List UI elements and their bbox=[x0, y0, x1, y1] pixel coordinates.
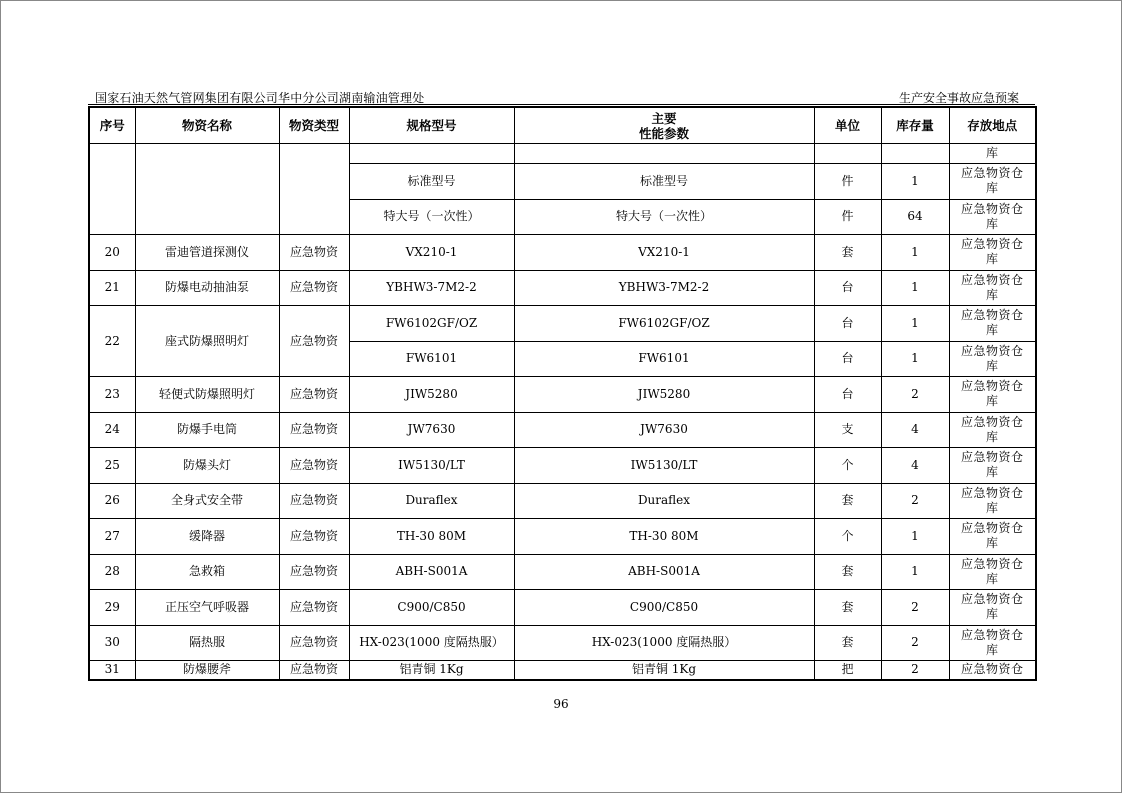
cell-location: 应急物资仓 bbox=[949, 661, 1036, 680]
cell-name: 轻便式防爆照明灯 bbox=[135, 377, 279, 413]
cell-unit: 套 bbox=[814, 235, 881, 271]
cell-seq bbox=[89, 144, 135, 235]
col-header-seq: 序号 bbox=[89, 107, 135, 144]
header-rule bbox=[88, 104, 1035, 105]
table-row bbox=[89, 625, 1036, 661]
cell-location: 应急物资仓 库 bbox=[949, 199, 1036, 235]
cell-params: FW6101 bbox=[514, 341, 814, 377]
cell-location: 应急物资仓 库 bbox=[949, 306, 1036, 342]
cell-unit: 把 bbox=[814, 661, 881, 680]
cell-unit: 套 bbox=[814, 554, 881, 590]
cell-location: 应急物资仓 库 bbox=[949, 483, 1036, 519]
cell-unit: 套 bbox=[814, 483, 881, 519]
cell-name: 缓降器 bbox=[135, 519, 279, 555]
col-header-model: 规格型号 bbox=[349, 107, 514, 144]
cell-location: 应急物资仓 库 bbox=[949, 412, 1036, 448]
cell-stock: 2 bbox=[881, 625, 949, 661]
col-header-type: 物资类型 bbox=[279, 107, 349, 144]
col-header-params-line2: 性能参数 bbox=[638, 125, 689, 141]
cell-params: IW5130/LT bbox=[514, 448, 814, 484]
cell-name: 急救箱 bbox=[135, 554, 279, 590]
col-header-params-line1: 主要 bbox=[651, 110, 677, 126]
cell-unit bbox=[814, 144, 881, 164]
header-organization: 国家石油天然气管网集团有限公司华中分公司湖南输油管理处 bbox=[95, 91, 425, 105]
cell-stock: 2 bbox=[881, 377, 949, 413]
cell-params: ABH-S001A bbox=[514, 554, 814, 590]
cell-seq: 31 bbox=[89, 661, 135, 680]
table-row bbox=[89, 377, 1036, 413]
inventory-table bbox=[88, 106, 1037, 681]
cell-model: VX210-1 bbox=[349, 235, 514, 271]
cell-stock: 1 bbox=[881, 164, 949, 200]
cell-params: 标准型号 bbox=[514, 164, 814, 200]
cell-location: 应急物资仓 库 bbox=[949, 235, 1036, 271]
cell-type bbox=[279, 144, 349, 235]
cell-stock: 1 bbox=[881, 519, 949, 555]
cell-model: C900/C850 bbox=[349, 590, 514, 626]
table-row bbox=[89, 270, 1036, 306]
cell-stock: 64 bbox=[881, 199, 949, 235]
cell-unit: 台 bbox=[814, 306, 881, 342]
cell-stock: 2 bbox=[881, 590, 949, 626]
cell-location: 应急物资仓 库 bbox=[949, 164, 1036, 200]
cell-seq: 30 bbox=[89, 625, 135, 661]
cell-stock: 4 bbox=[881, 412, 949, 448]
cell-unit: 件 bbox=[814, 199, 881, 235]
cell-params bbox=[514, 144, 814, 164]
cell-model: 特大号（一次性） bbox=[349, 199, 514, 235]
cell-name: 雷迪管道探测仪 bbox=[135, 235, 279, 271]
cell-location: 应急物资仓 库 bbox=[949, 519, 1036, 555]
col-header-params bbox=[514, 107, 814, 144]
cell-name: 正压空气呼吸器 bbox=[135, 590, 279, 626]
cell-type: 应急物资 bbox=[279, 661, 349, 680]
cell-stock: 1 bbox=[881, 554, 949, 590]
cell-stock bbox=[881, 144, 949, 164]
cell-stock: 4 bbox=[881, 448, 949, 484]
cell-seq: 24 bbox=[89, 412, 135, 448]
cell-params: TH-30 80M bbox=[514, 519, 814, 555]
table-row bbox=[89, 483, 1036, 519]
cell-type: 应急物资 bbox=[279, 377, 349, 413]
cell-type: 应急物资 bbox=[279, 483, 349, 519]
cell-model: ABH-S001A bbox=[349, 554, 514, 590]
cell-unit: 套 bbox=[814, 625, 881, 661]
cell-params: YBHW3-7M2-2 bbox=[514, 270, 814, 306]
cell-params: FW6102GF/OZ bbox=[514, 306, 814, 342]
table-row bbox=[89, 448, 1036, 484]
cell-stock: 1 bbox=[881, 235, 949, 271]
cell-model: JW7630 bbox=[349, 412, 514, 448]
cell-type: 应急物资 bbox=[279, 625, 349, 661]
table-row bbox=[89, 554, 1036, 590]
cell-unit: 台 bbox=[814, 341, 881, 377]
table-row bbox=[89, 661, 1036, 680]
cell-location: 应急物资仓 库 bbox=[949, 554, 1036, 590]
table-row-continuation-fragment bbox=[89, 144, 1036, 164]
cell-seq: 25 bbox=[89, 448, 135, 484]
col-header-unit: 单位 bbox=[814, 107, 881, 144]
cell-params: 特大号（一次性） bbox=[514, 199, 814, 235]
cell-seq: 22 bbox=[89, 306, 135, 377]
cell-stock: 2 bbox=[881, 661, 949, 680]
cell-type: 应急物资 bbox=[279, 270, 349, 306]
cell-params: HX-023(1000 度隔热服） bbox=[514, 625, 814, 661]
cell-params: 铝青铜 1Kg bbox=[514, 661, 814, 680]
cell-model: IW5130/LT bbox=[349, 448, 514, 484]
cell-seq: 28 bbox=[89, 554, 135, 590]
page-number: 96 bbox=[553, 697, 569, 711]
cell-unit: 套 bbox=[814, 590, 881, 626]
cell-model: YBHW3-7M2-2 bbox=[349, 270, 514, 306]
cell-model: 标准型号 bbox=[349, 164, 514, 200]
cell-model: 铝青铜 1Kg bbox=[349, 661, 514, 680]
cell-unit: 个 bbox=[814, 448, 881, 484]
cell-type: 应急物资 bbox=[279, 519, 349, 555]
table-row bbox=[89, 412, 1036, 448]
table-row bbox=[89, 306, 1036, 342]
cell-params: JIW5280 bbox=[514, 377, 814, 413]
cell-seq: 26 bbox=[89, 483, 135, 519]
cell-unit: 台 bbox=[814, 270, 881, 306]
cell-params: Duraflex bbox=[514, 483, 814, 519]
table-row bbox=[89, 235, 1036, 271]
table-header-row bbox=[89, 107, 1036, 144]
cell-seq: 20 bbox=[89, 235, 135, 271]
cell-name: 防爆头灯 bbox=[135, 448, 279, 484]
cell-location: 应急物资仓 库 bbox=[949, 590, 1036, 626]
cell-unit: 支 bbox=[814, 412, 881, 448]
col-header-location: 存放地点 bbox=[949, 107, 1036, 144]
cell-unit: 台 bbox=[814, 377, 881, 413]
cell-location: 应急物资仓 库 bbox=[949, 341, 1036, 377]
cell-location: 应急物资仓 库 bbox=[949, 377, 1036, 413]
cell-type: 应急物资 bbox=[279, 590, 349, 626]
cell-type: 应急物资 bbox=[279, 235, 349, 271]
cell-type: 应急物资 bbox=[279, 306, 349, 377]
cell-model: TH-30 80M bbox=[349, 519, 514, 555]
cell-stock: 2 bbox=[881, 483, 949, 519]
cell-model: Duraflex bbox=[349, 483, 514, 519]
cell-type: 应急物资 bbox=[279, 412, 349, 448]
col-header-name: 物资名称 bbox=[135, 107, 279, 144]
cell-seq: 23 bbox=[89, 377, 135, 413]
cell-location: 库 bbox=[949, 144, 1036, 164]
cell-unit: 个 bbox=[814, 519, 881, 555]
table-row bbox=[89, 519, 1036, 555]
cell-type: 应急物资 bbox=[279, 554, 349, 590]
cell-model: JIW5280 bbox=[349, 377, 514, 413]
cell-params: C900/C850 bbox=[514, 590, 814, 626]
cell-seq: 27 bbox=[89, 519, 135, 555]
cell-model: FW6101 bbox=[349, 341, 514, 377]
cell-name: 防爆手电筒 bbox=[135, 412, 279, 448]
cell-name: 隔热服 bbox=[135, 625, 279, 661]
table-row bbox=[89, 590, 1036, 626]
header-document-title: 生产安全事故应急预案 bbox=[898, 91, 1019, 105]
cell-name: 防爆电动抽油泵 bbox=[135, 270, 279, 306]
cell-stock: 1 bbox=[881, 270, 949, 306]
cell-location: 应急物资仓 库 bbox=[949, 270, 1036, 306]
cell-type: 应急物资 bbox=[279, 448, 349, 484]
cell-model: FW6102GF/OZ bbox=[349, 306, 514, 342]
cell-location: 应急物资仓 库 bbox=[949, 448, 1036, 484]
cell-name: 防爆腰斧 bbox=[135, 661, 279, 680]
cell-name bbox=[135, 144, 279, 235]
cell-location: 应急物资仓 库 bbox=[949, 625, 1036, 661]
cell-seq: 29 bbox=[89, 590, 135, 626]
cell-seq: 21 bbox=[89, 270, 135, 306]
col-header-stock: 库存量 bbox=[881, 107, 949, 144]
cell-params: VX210-1 bbox=[514, 235, 814, 271]
cell-unit: 件 bbox=[814, 164, 881, 200]
cell-model: HX-023(1000 度隔热服） bbox=[349, 625, 514, 661]
cell-name: 座式防爆照明灯 bbox=[135, 306, 279, 377]
cell-params: JW7630 bbox=[514, 412, 814, 448]
cell-model bbox=[349, 144, 514, 164]
cell-stock: 1 bbox=[881, 306, 949, 342]
cell-name: 全身式安全带 bbox=[135, 483, 279, 519]
cell-stock: 1 bbox=[881, 341, 949, 377]
